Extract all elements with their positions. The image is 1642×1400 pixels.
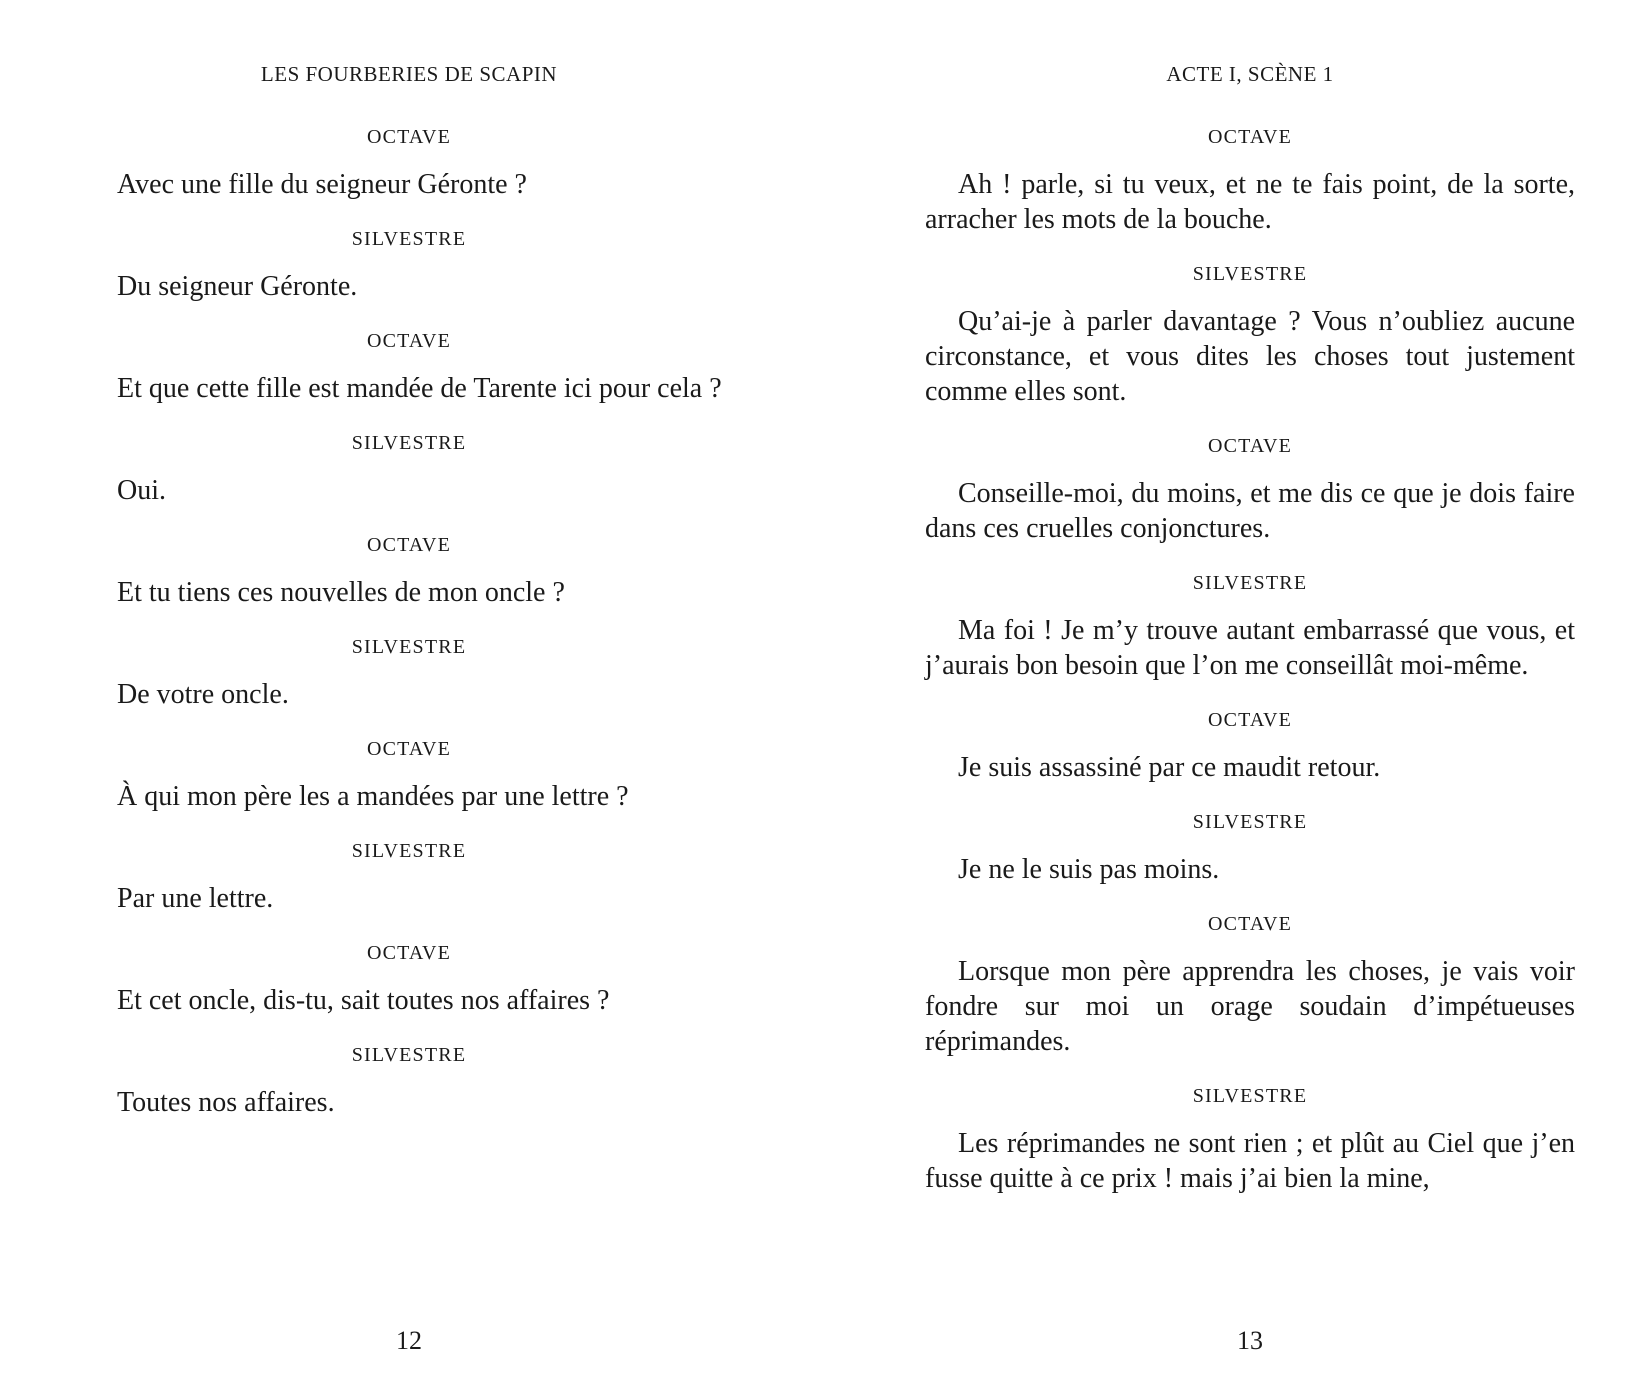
running-head: LES FOURBERIES DE SCAPIN	[260, 62, 558, 86]
speaker-name: SILVESTRE	[1192, 572, 1308, 594]
speech-line: Et que cette fille est mandée de Tarente ici pour cela ?	[117, 373, 722, 404]
speech-line: Et tu tiens ces nouvelles de mon oncle ?	[117, 577, 565, 608]
speaker-name: SILVESTRE	[351, 840, 467, 862]
speech-line: Je ne le suis pas moins.	[958, 854, 1220, 885]
speaker-name: SILVESTRE	[351, 1044, 467, 1066]
speaker-name: SILVESTRE	[351, 432, 467, 454]
dialogue-turn	[925, 912, 1575, 1059]
speaker-name: OCTAVE	[366, 534, 452, 556]
dialogue-turn	[84, 1043, 734, 1120]
dialogue-turn	[925, 262, 1575, 409]
page-number: 12	[396, 1326, 422, 1355]
speech-line: Ma foi ! Je m’y trouve autant embarrassé que vous, et j’aurais bon besoin que l’on me conseillât moi-même.	[925, 615, 1575, 681]
speaker-name: OCTAVE	[366, 126, 452, 148]
page-number: 13	[1237, 1326, 1263, 1355]
dialogue-turn	[925, 810, 1575, 887]
dialogue-turn	[84, 839, 734, 916]
speech-line: Toutes nos affaires.	[117, 1087, 335, 1118]
dialogue-body	[925, 125, 1575, 1221]
speech-line: Les réprimandes ne sont rien ; et plût au Ciel que j’en fusse quitte à ce prix ! mais j’ai bien la mine,	[925, 1128, 1575, 1194]
speaker-name: SILVESTRE	[351, 636, 467, 658]
dialogue-turn	[84, 329, 734, 406]
speech-line: À qui mon père les a mandées par une lettre ?	[117, 781, 629, 812]
speaker-name: OCTAVE	[366, 738, 452, 760]
dialogue-turn	[925, 434, 1575, 546]
running-head: ACTE I, SCÈNE 1	[1166, 62, 1334, 86]
dialogue-turn	[925, 125, 1575, 237]
speech-line: Je suis assassiné par ce maudit retour.	[958, 752, 1381, 783]
speech-line: Conseille-moi, du moins, et me dis ce que je dois faire dans ces cruelles conjonctures.	[925, 478, 1575, 544]
dialogue-turn	[925, 1084, 1575, 1196]
dialogue-turn	[84, 941, 734, 1018]
speaker-name: OCTAVE	[366, 942, 452, 964]
speaker-name: SILVESTRE	[1192, 263, 1308, 285]
dialogue-turn	[84, 227, 734, 304]
dialogue-turn	[925, 708, 1575, 785]
speech-line: Et cet oncle, dis-tu, sait toutes nos affaires ?	[117, 985, 610, 1016]
speech-line: Avec une fille du seigneur Géronte ?	[117, 169, 527, 200]
speaker-name: OCTAVE	[1207, 126, 1293, 148]
dialogue-turn	[84, 635, 734, 712]
speech-line: Ah ! parle, si tu veux, et ne te fais point, de la sorte, arracher les mots de la bouche.	[925, 169, 1575, 235]
speech-line: De votre oncle.	[117, 679, 289, 710]
speech-line: Du seigneur Géronte.	[117, 271, 358, 302]
dialogue-turn	[84, 125, 734, 202]
speech-line: Par une lettre.	[117, 883, 274, 914]
speech-line: Oui.	[117, 475, 166, 506]
dialogue-turn	[84, 431, 734, 508]
speech-line: Qu’ai-je à parler davantage ? Vous n’oubliez aucune circonstance, et vous dites les choses tout justement comme elles sont.	[925, 306, 1575, 407]
speech-line: Lorsque mon père apprendra les choses, je vais voir fondre sur moi un orage soudain d’impétueuses réprimandes.	[925, 956, 1575, 1057]
speaker-name: SILVESTRE	[1192, 1085, 1308, 1107]
dialogue-turn	[84, 737, 734, 814]
speaker-name: OCTAVE	[1207, 709, 1293, 731]
speaker-name: OCTAVE	[366, 330, 452, 352]
speaker-name: OCTAVE	[1207, 435, 1293, 457]
dialogue-body	[84, 125, 734, 1145]
dialogue-turn	[84, 533, 734, 610]
speaker-name: SILVESTRE	[1192, 811, 1308, 833]
dialogue-turn	[925, 571, 1575, 683]
right-page	[821, 0, 1642, 1400]
speaker-name: SILVESTRE	[351, 228, 467, 250]
speaker-name: OCTAVE	[1207, 913, 1293, 935]
